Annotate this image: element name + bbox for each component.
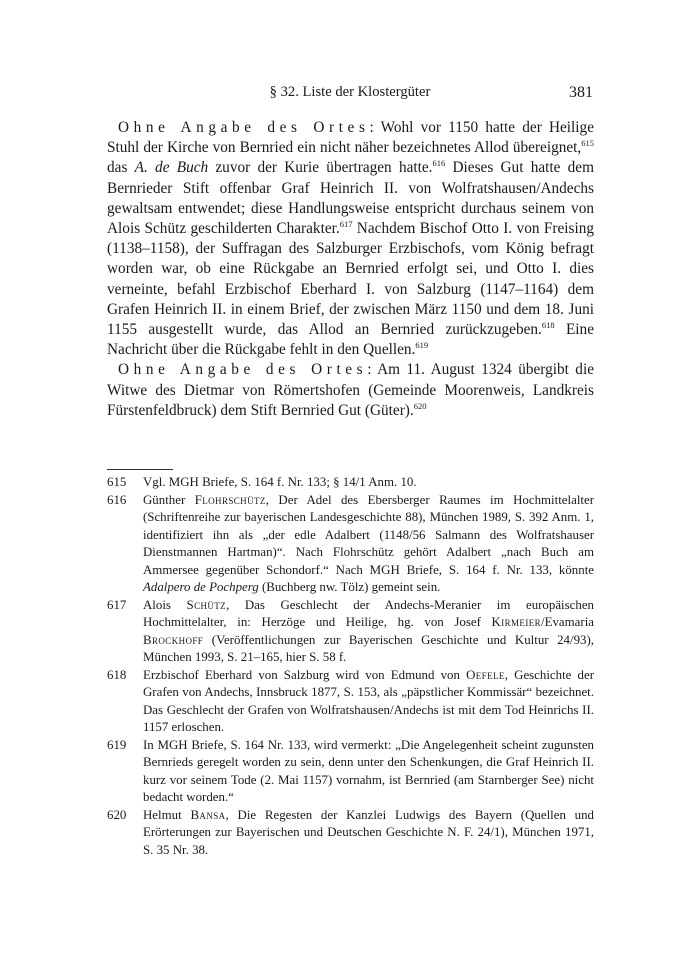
text-run: : Wohl vor 1150 hatte der Heilige Stuhl der Kirche von Bernried ein nicht näher bezeichnetes Allod übereignet, [107,119,594,157]
footnote-ref: 615 [581,138,594,149]
text-run: , Geschichte der Grafen von Andechs, Innsbruck 1877, S. 153, als „päpstlicher Kommissär“ bezeichnet. Das Geschlecht der Grafen von Wolfratshausen/Andechs ist mit dem Tod Heinrichs II. 1157 erloschen. [143,667,594,734]
footnote-number: 616 [107,492,127,507]
footnote [107,492,594,597]
text-run: Eine Nachricht über die Rückgabe fehlt in den Quellen. [107,321,594,359]
footnote-ref: 616 [432,158,446,169]
main-text [107,118,594,421]
text-run: Helmut [143,807,191,822]
text-run: zuvor der Kurie übertragen hatte. [208,159,433,177]
footnote-ref: 619 [415,340,429,351]
author-name: Kirmeier [491,615,542,629]
text-run: , Das Geschlecht der Andechs-Meranier im europäischen Hochmittelalter, in: Herzöge und Heilige, hg. von Josef [143,597,594,629]
footnote [107,667,594,737]
footnote [107,597,594,667]
text-run: /Evamaria [541,615,594,629]
author-name: Oefele [466,667,505,682]
text-run: Nachdem Bischof Otto I. von Freising (1138–1158), der Suffragan des Salzburger Erzbischofs, vom König befragt worden war, ob eine Rückgabe an Bernried erfolgt sei, und Otto I. dies verneinte, befahl Erzbischof Eberhard I. von Salzburg (1147–1164) dem Grafen Heinrich II. in einem Brief, der zwischen März 1150 und dem 18. Juni 1155 ausgestellt wurde, das Allod an Bernried zurückzugeben. [107,220,595,339]
text-run: Günther [143,492,195,507]
footnote-ref: 617 [339,219,353,230]
text-run: Dieses Gut hatte dem Bernrieder Stift offenbar Graf Heinrich II. von Wolfratshausen/Andechs gewaltsam entwendet; diese Handlungsweise entspricht durchaus seinem von Alois Schütz geschilderten Charakter. [107,159,594,238]
footnote-number: 620 [107,807,127,822]
text-run: In MGH Briefe, S. 164 Nr. 133, wird vermerkt: „Die Angelegenheit scheint zugunsten Bernrieds geregelt worden zu sein, denn unter den Schenkungen, die Graf Heinrich II. kurz vor seinem Tode (2. Mai 1157) vornahm, ist Bernried (am Starnberger See) nicht bedacht worden.“ [143,737,594,804]
footnote-number: 618 [107,667,127,682]
italic-text: A. de Buch [134,159,209,177]
footnote-divider [107,469,173,470]
text-run: : Am 11. August 1324 übergibt die Witwe des Dietmar von Römertshofen (Gemeinde Moorenweis, Landkreis Fürstenfeldbruck) dem Stift Bernried Gut (Güter). [107,361,594,419]
footnote [107,807,594,860]
author-name: Brockhoff [143,632,204,647]
footnote-number: 619 [107,737,127,752]
author-name: Bansa [190,807,226,822]
text-run: , Die Regesten der Kanzlei Ludwigs des Bayern (Quellen und Erörterungen zur Bayerischen und Deutschen Geschichte N. F. 24/1), München 1971, S. 35 Nr. 38. [143,807,595,857]
footnote-number: 617 [107,597,127,612]
italic-text: Adalpero de Pochperg [143,580,259,594]
text-run: Alois [143,597,187,612]
text-run: (Veröffentlichungen zur Bayerischen Geschichte und Kultur 24/93), München 1993, S. 21–165, hier S. 58 f. [143,632,594,664]
footnote [107,474,594,492]
running-head [107,84,593,104]
text-run: Vgl. MGH Briefe, S. 164 f. Nr. 133; § 14/1 Anm. 10. [143,475,417,489]
footnote-ref: 620 [413,400,427,411]
footnote-ref: 618 [541,320,555,331]
text-run: (Buchberg nw. Tölz) gemeint sein. [258,580,441,594]
text-run: , Der Adel des Ebersberger Raumes im Hochmittelalter (Schriftenreihe zur bayerischen Landesgeschichte 88), München 1989, S. 392 Anm. 1, identifiziert ihn als „der edle Adalbert (1148/56 Salmann des Wolfratshauser Dienstmannen Hartman)“. Nach Flohrschütz gehört Adalbert „nach Buch am Ammersee gegenüber Schondorf.“ Nach MGH Briefe, S. 164 f. Nr. 133, könnte [143,492,594,577]
spaced-heading: Ohne Angabe des Ortes [118,119,370,136]
author-name: Flohrschütz [194,492,266,507]
page-number: 381 [569,84,593,101]
running-title: § 32. Liste der Klostergüter [269,84,431,100]
paragraph [107,360,594,421]
author-name: Schütz [186,597,227,612]
paragraph [107,118,594,360]
footnotes [107,474,594,859]
spaced-heading: Ohne Angabe des Ortes [118,361,368,379]
footnote-number: 615 [107,475,127,489]
text-run: Erzbischof Eberhard von Salzburg wird von Edmund von [143,667,467,682]
text-run: das [107,159,135,177]
footnote [107,737,594,807]
